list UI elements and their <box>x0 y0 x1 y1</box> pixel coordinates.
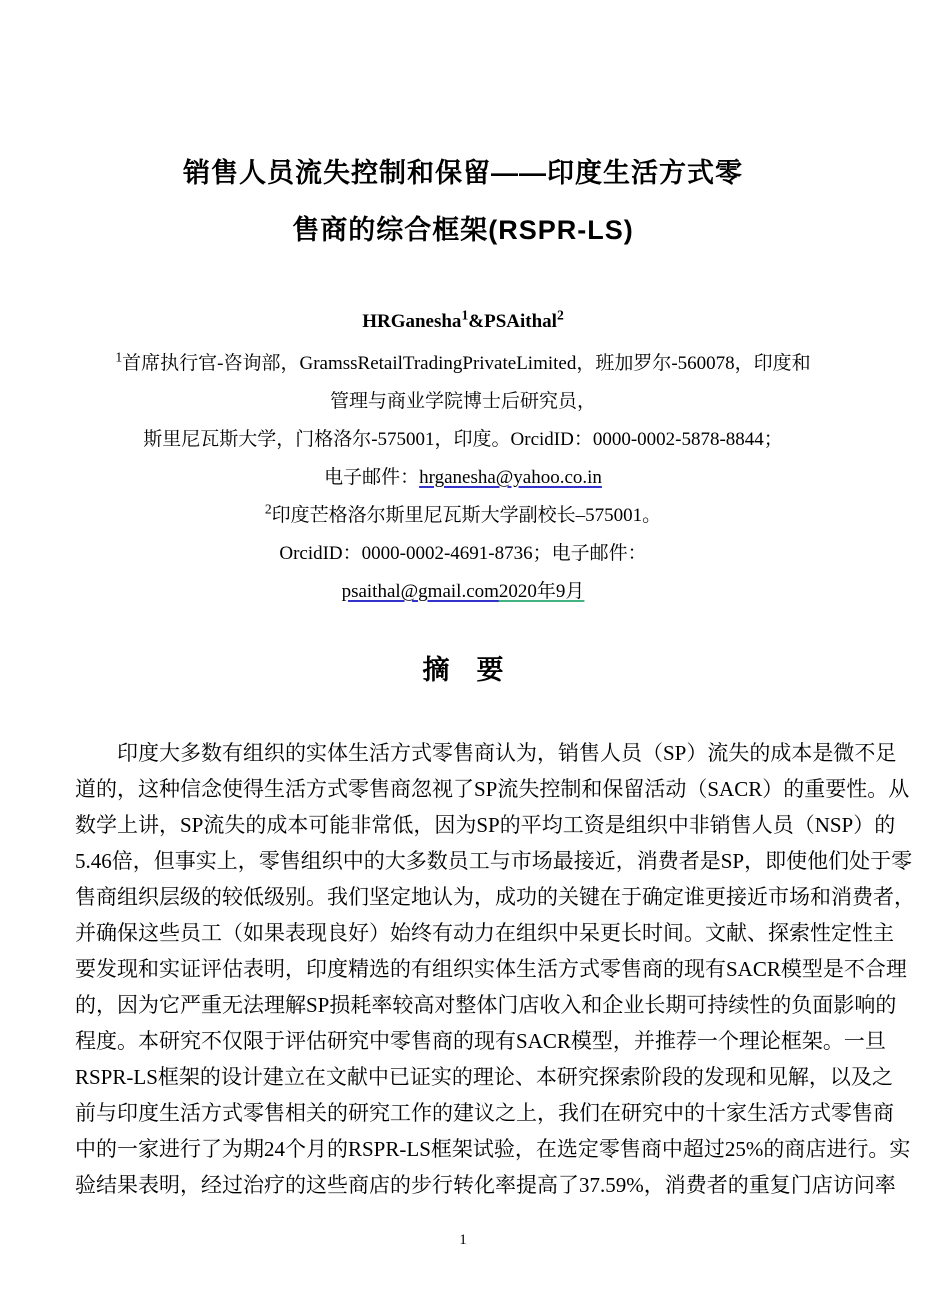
abstract-line: 程度。本研究不仅限于评估研究中零售商的现有SACR模型，并推荐一个理论框架。一旦 <box>75 1029 886 1053</box>
abstract-line: 数学上讲，SP流失的成本可能非常低，因为SP的平均工资是组织中非销售人员（NSP）的 <box>75 813 896 837</box>
affiliation-line-6: OrcidID：0000-0002-4691-8736；电子邮件： <box>279 543 647 564</box>
abstract-paragraph <box>75 735 915 1203</box>
abstract-line: 前与印度生活方式零售相关的研究工作的建议之上，我们在研究中的十家生活方式零售商 <box>75 1101 894 1125</box>
abstract-line: RSPR-LS框架的设计建立在文献中已证实的理论、本研究探索阶段的发现和见解，以及之 <box>75 1065 893 1089</box>
affiliation-line-7 <box>75 573 851 611</box>
abstract-line: 5.46倍，但事实上，零售组织中的大多数员工与市场最接近，消费者是SP，即使他们处于零 <box>75 849 913 873</box>
abstract-line: 道的，这种信念使得生活方式零售商忽视了SP流失控制和保留活动（SACR）的重要性。从 <box>75 777 910 801</box>
email-link-psaithal[interactable]: psaithal@gmail.com <box>341 581 499 602</box>
author-2-superscript: 2 <box>556 307 564 323</box>
affiliation-line-1: $^1$首席执行官-咨询部，GramssRetailTradingPrivateLimited，班加罗尔-560078，印度和 <box>115 349 811 374</box>
email-label-1: 电子邮件： <box>324 467 420 488</box>
paper-title-line1: 销售人员流失控制和保留——印度生活方式零 <box>183 158 743 188</box>
affiliation-block <box>75 345 851 611</box>
affiliation-2-superscript: 2 <box>264 501 272 517</box>
abstract-line: 并确保这些员工（如果表现良好）始终有动力在组织中呆更长时间。文献、探索性定性主 <box>75 921 894 945</box>
author-1-superscript: 1 <box>461 307 469 323</box>
affiliation-line-3: 斯里尼瓦斯大学，门格洛尔-575001，印度。OrcidID：0000-0002-5878-8844； <box>143 429 783 450</box>
publication-date: 2020年9月 <box>498 581 585 602</box>
abstract-line: 的，因为它严重无法理解SP损耗率较高对整体门店收入和企业长期可持续性的负面影响的 <box>75 993 897 1017</box>
abstract-line: 中的一家进行了为期24个月的RSPR-LS框架试验，在选定零售商中超过25%的商店进行。实 <box>75 1137 911 1161</box>
abstract-line: 售商组织层级的较低级别。我们坚定地认为，成功的关键在于确定谁更接近市场和消费者， <box>75 885 915 909</box>
affiliation-line-2: 管理与商业学院博士后研究员， <box>329 391 596 412</box>
authors-line <box>75 308 851 336</box>
abstract-line: 要发现和实证评估表明，印度精选的有组织实体生活方式零售商的现有SACR模型是不合理 <box>75 957 907 981</box>
affiliation-1-superscript: 1 <box>115 349 123 365</box>
affiliation-line-5: $^2$印度芒格洛尔斯里尼瓦斯大学副校长–575001。 <box>264 501 662 526</box>
abstract-line: 验结果表明，经过治疗的这些商店的步行转化率提高了37.59%，消费者的重复门店访问率 <box>75 1173 896 1197</box>
author-2: &PSAithal <box>468 311 557 332</box>
author-1: HRGanesha <box>362 311 462 332</box>
abstract-heading: 摘 要 <box>422 655 504 685</box>
affiliation-line-4 <box>75 459 851 497</box>
paper-title <box>75 145 851 259</box>
abstract-line: 印度大多数有组织的实体生活方式零售商认为，销售人员（SP）流失的成本是微不足 <box>117 741 897 765</box>
page-number: 1 <box>459 1232 467 1248</box>
email-link-hrganesha[interactable]: hrganesha@yahoo.co.in <box>419 467 602 488</box>
paper-title-line2: 售商的综合框架(RSPR-LS) <box>292 215 634 245</box>
